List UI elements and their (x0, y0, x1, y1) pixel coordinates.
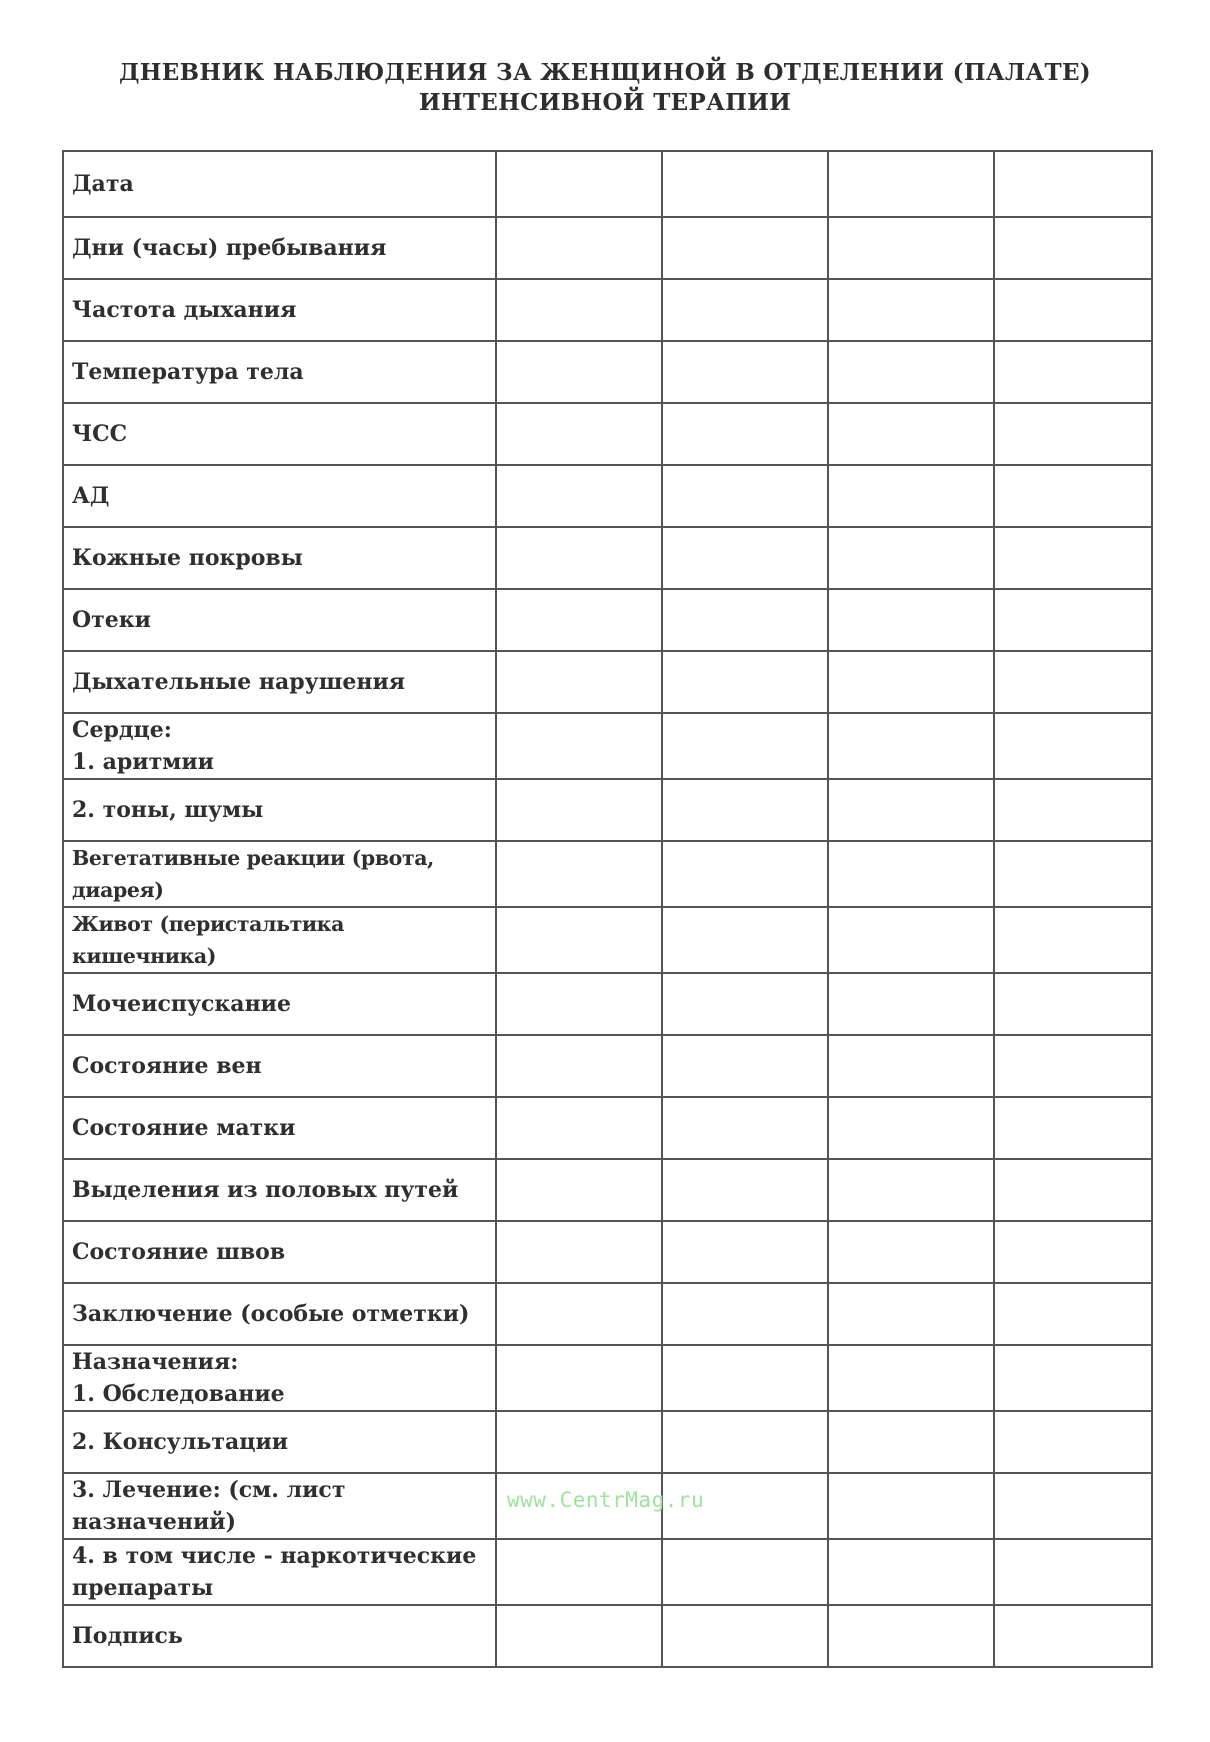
entry-cell[interactable] (828, 1035, 994, 1097)
entry-cell[interactable] (662, 465, 828, 527)
row-label-line: 2. Консультации (72, 1429, 289, 1455)
entry-cell[interactable] (662, 403, 828, 465)
row-label-line: Заключение (особые отметки) (72, 1301, 470, 1327)
entry-cell[interactable] (828, 527, 994, 589)
table-row (63, 151, 1152, 217)
entry-cell[interactable] (828, 973, 994, 1035)
table-row (63, 1221, 1152, 1283)
entry-cell[interactable] (828, 217, 994, 279)
entry-cell[interactable] (496, 1221, 662, 1283)
entry-cell[interactable] (662, 779, 828, 841)
entry-cell[interactable] (496, 1411, 662, 1473)
entry-cell[interactable] (496, 341, 662, 403)
row-label (63, 1411, 496, 1473)
row-label (63, 151, 496, 217)
row-label (63, 341, 496, 403)
entry-cell[interactable] (994, 217, 1152, 279)
entry-cell[interactable] (662, 217, 828, 279)
entry-cell[interactable] (994, 403, 1152, 465)
entry-cell[interactable] (994, 841, 1152, 907)
row-label (63, 403, 496, 465)
table-row (63, 1539, 1152, 1605)
entry-cell[interactable] (662, 841, 828, 907)
row-label-line: Состояние швов (72, 1239, 286, 1265)
row-label-line: Частота дыхания (72, 297, 297, 323)
row-label (63, 465, 496, 527)
entry-cell[interactable] (828, 1345, 994, 1411)
row-label-line: Отеки (72, 607, 151, 633)
table-row (63, 1283, 1152, 1345)
row-label (63, 1473, 496, 1539)
entry-cell[interactable] (662, 1221, 828, 1283)
row-label (63, 907, 496, 973)
entry-cell[interactable] (662, 527, 828, 589)
entry-cell[interactable] (994, 151, 1152, 217)
entry-cell[interactable] (994, 907, 1152, 973)
row-label-line: препараты (72, 1575, 214, 1601)
entry-cell[interactable] (994, 1221, 1152, 1283)
entry-cell[interactable] (994, 1473, 1152, 1539)
row-label-line: Температура тела (72, 359, 304, 385)
entry-cell[interactable] (828, 1159, 994, 1221)
entry-cell[interactable] (662, 151, 828, 217)
row-label (63, 1283, 496, 1345)
entry-cell[interactable] (994, 1539, 1152, 1605)
row-label-line: Дата (72, 171, 134, 197)
entry-cell[interactable] (828, 279, 994, 341)
table-row (63, 1605, 1152, 1667)
entry-cell[interactable] (994, 341, 1152, 403)
entry-cell[interactable] (662, 1159, 828, 1221)
row-label (63, 841, 496, 907)
entry-cell[interactable] (828, 1539, 994, 1605)
row-label-line: 1. аритмии (72, 749, 214, 775)
row-label-line: Состояние матки (72, 1115, 296, 1141)
table-row (63, 651, 1152, 713)
table-row (63, 341, 1152, 403)
table-row (63, 973, 1152, 1035)
entry-cell[interactable] (496, 589, 662, 651)
row-label (63, 1097, 496, 1159)
table-row (63, 1411, 1152, 1473)
row-label-line: Сердце: (72, 717, 172, 743)
table-row (63, 779, 1152, 841)
row-label-line: 1. Обследование (72, 1381, 285, 1407)
entry-cell[interactable] (994, 465, 1152, 527)
entry-cell[interactable] (994, 1283, 1152, 1345)
entry-cell[interactable] (496, 527, 662, 589)
entry-cell[interactable] (496, 907, 662, 973)
entry-cell[interactable] (496, 841, 662, 907)
entry-cell[interactable] (662, 341, 828, 403)
row-label-line: Дыхательные нарушения (72, 669, 406, 695)
entry-cell[interactable] (828, 1283, 994, 1345)
entry-cell[interactable] (496, 651, 662, 713)
title-line-1: ДНЕВНИК НАБЛЮДЕНИЯ ЗА ЖЕНЩИНОЙ В ОТДЕЛЕНИИ (ПАЛАТЕ) (119, 59, 1091, 86)
entry-cell[interactable] (496, 279, 662, 341)
entry-cell[interactable] (496, 151, 662, 217)
entry-cell[interactable] (994, 651, 1152, 713)
row-label (63, 1345, 496, 1411)
entry-cell[interactable] (662, 1345, 828, 1411)
entry-cell[interactable] (662, 1035, 828, 1097)
table-row (63, 1159, 1152, 1221)
table-row (63, 1097, 1152, 1159)
entry-cell[interactable] (662, 589, 828, 651)
entry-cell[interactable] (662, 651, 828, 713)
row-label (63, 1159, 496, 1221)
entry-cell[interactable] (828, 651, 994, 713)
entry-cell[interactable] (496, 779, 662, 841)
entry-cell[interactable] (496, 1605, 662, 1667)
entry-cell[interactable] (994, 1035, 1152, 1097)
entry-cell[interactable] (496, 1159, 662, 1221)
entry-cell[interactable] (496, 217, 662, 279)
entry-cell[interactable] (828, 403, 994, 465)
entry-cell[interactable] (496, 713, 662, 779)
entry-cell[interactable] (828, 1411, 994, 1473)
watermark: www.CentrMag.ru (507, 1488, 705, 1512)
entry-cell[interactable] (662, 973, 828, 1035)
row-label (63, 1221, 496, 1283)
table-row (63, 403, 1152, 465)
entry-cell[interactable] (828, 1605, 994, 1667)
row-label-line: АД (72, 483, 110, 509)
row-label (63, 1035, 496, 1097)
entry-cell[interactable] (662, 1411, 828, 1473)
row-label (63, 973, 496, 1035)
entry-cell[interactable] (994, 279, 1152, 341)
entry-cell[interactable] (496, 1035, 662, 1097)
entry-cell[interactable] (496, 465, 662, 527)
entry-cell[interactable] (496, 1097, 662, 1159)
entry-cell[interactable] (994, 1159, 1152, 1221)
row-label-line: ЧСС (72, 421, 128, 447)
row-label-line: 3. Лечение: (см. лист назначений) (72, 1477, 346, 1535)
row-label (63, 279, 496, 341)
table-row (63, 713, 1152, 779)
row-label (63, 527, 496, 589)
entry-cell[interactable] (828, 1097, 994, 1159)
entry-cell[interactable] (662, 1097, 828, 1159)
entry-cell[interactable] (994, 779, 1152, 841)
row-label (63, 1605, 496, 1667)
entry-cell[interactable] (994, 973, 1152, 1035)
entry-cell[interactable] (994, 713, 1152, 779)
entry-cell[interactable] (662, 1605, 828, 1667)
row-label-line: Состояние вен (72, 1053, 262, 1079)
entry-cell[interactable] (662, 279, 828, 341)
table-row (63, 217, 1152, 279)
entry-cell[interactable] (662, 713, 828, 779)
entry-cell[interactable] (994, 1345, 1152, 1411)
row-label-line: 4. в том числе - наркотические (72, 1543, 477, 1569)
row-label-line: Кожные покровы (72, 545, 303, 571)
entry-cell[interactable] (828, 341, 994, 403)
table-row (63, 1035, 1152, 1097)
row-label (63, 1539, 496, 1605)
entry-cell[interactable] (496, 403, 662, 465)
entry-cell[interactable] (828, 713, 994, 779)
row-label (63, 779, 496, 841)
document-title (0, 58, 1210, 118)
row-label-line: 2. тоны, шумы (72, 797, 264, 823)
entry-cell[interactable] (994, 1605, 1152, 1667)
observation-table-body (63, 151, 1152, 1667)
row-label (63, 713, 496, 779)
entry-cell[interactable] (496, 1283, 662, 1345)
table-row (63, 907, 1152, 973)
entry-cell[interactable] (828, 1221, 994, 1283)
row-label-line: Живот (перистальтика кишечника) (72, 912, 344, 968)
entry-cell[interactable] (496, 1539, 662, 1605)
entry-cell[interactable] (828, 589, 994, 651)
entry-cell[interactable] (994, 1411, 1152, 1473)
table-row (63, 589, 1152, 651)
table-row (63, 527, 1152, 589)
entry-cell[interactable] (828, 151, 994, 217)
row-label-line: Вегетативные реакции (рвота, диарея) (72, 846, 434, 902)
row-label-line: Мочеиспускание (72, 991, 291, 1017)
entry-cell[interactable] (828, 465, 994, 527)
entry-cell[interactable] (496, 973, 662, 1035)
row-label (63, 651, 496, 713)
entry-cell[interactable] (828, 907, 994, 973)
row-label (63, 589, 496, 651)
entry-cell[interactable] (662, 1539, 828, 1605)
entry-cell[interactable] (828, 841, 994, 907)
table-row (63, 841, 1152, 907)
entry-cell[interactable] (994, 527, 1152, 589)
title-line-2: ИНТЕНСИВНОЙ ТЕРАПИИ (418, 89, 792, 116)
table-row (63, 279, 1152, 341)
entry-cell[interactable] (994, 1097, 1152, 1159)
table-row (63, 1345, 1152, 1411)
row-label-line: Подпись (72, 1623, 183, 1649)
entry-cell[interactable] (496, 1345, 662, 1411)
row-label (63, 217, 496, 279)
observation-table (62, 150, 1153, 1668)
entry-cell[interactable] (662, 907, 828, 973)
entry-cell[interactable] (828, 1473, 994, 1539)
entry-cell[interactable] (828, 779, 994, 841)
row-label-line: Дни (часы) пребывания (72, 235, 387, 261)
entry-cell[interactable] (662, 1283, 828, 1345)
entry-cell[interactable] (994, 589, 1152, 651)
row-label-line: Выделения из половых путей (72, 1177, 459, 1203)
table-row (63, 465, 1152, 527)
row-label-line: Назначения: (72, 1349, 239, 1375)
